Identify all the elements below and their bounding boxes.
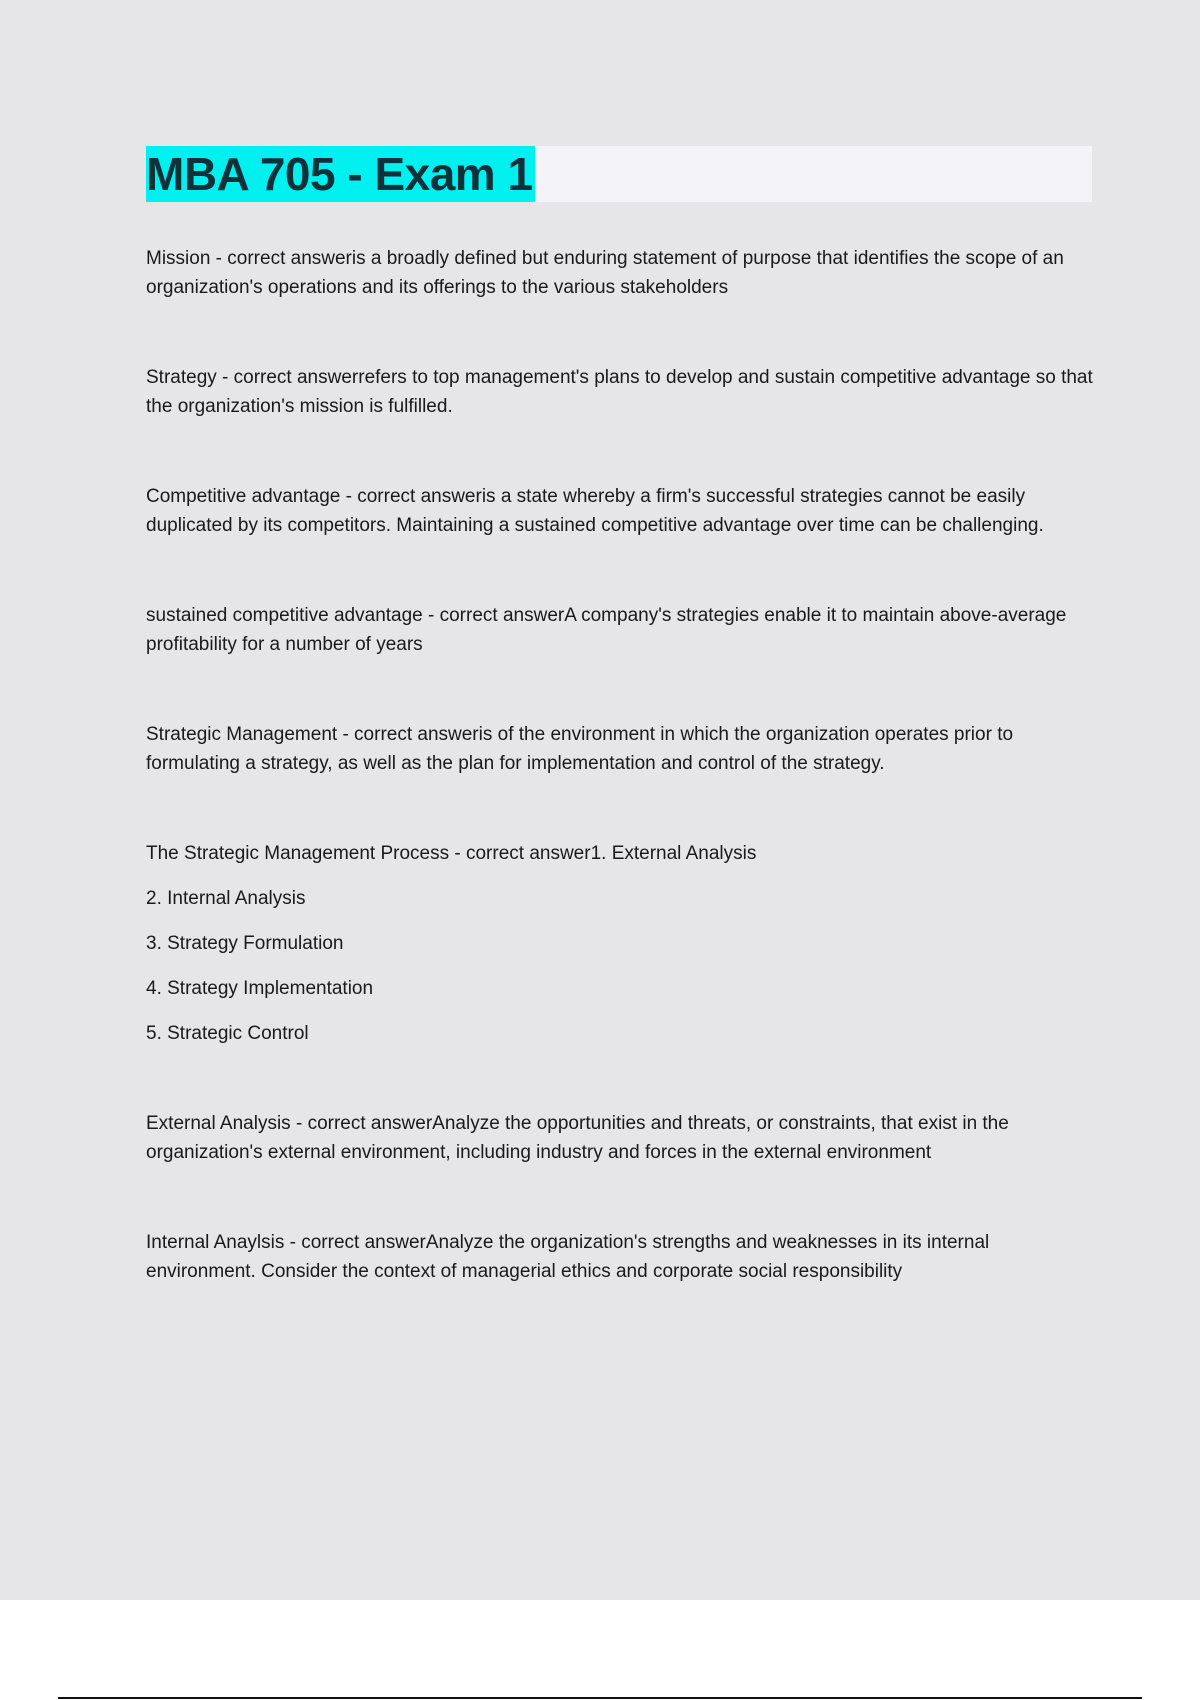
entry-competitive-advantage: Competitive advantage - correct answeris a state whereby a firm's successful strategies cannot be easily duplicated by its competitors. Maintaining a sustained competitive advantage over time can be challenging.	[146, 486, 1044, 536]
entry-external-analysis: External Analysis - correct answerAnalyze the opportunities and threats, or constraints, that exist in the organization's external environment, including industry and forces in the external environment	[146, 1113, 1009, 1163]
entry-sustained-competitive-advantage: sustained competitive advantage - correct answerA company's strategies enable it to maintain above-average profitability for a number of years	[146, 605, 1067, 655]
footer-divider	[58, 1697, 1142, 1699]
process-item-strategy-implementation: 4. Strategy Implementation	[146, 978, 374, 999]
document-body	[146, 244, 1096, 1286]
document-title: MBA 705 - Exam 1	[146, 148, 533, 200]
process-item-internal-analysis: 2. Internal Analysis	[146, 888, 306, 909]
entry-strategic-management-process: The Strategic Management Process - correct answer1. External Analysis	[146, 843, 757, 864]
process-item-strategic-control: 5. Strategic Control	[146, 1023, 309, 1044]
entry-strategy: Strategy - correct answerrefers to top management's plans to develop and sustain competitive advantage so that the organization's mission is fulfilled.	[146, 367, 1093, 417]
entry-mission: Mission - correct answeris a broadly defined but enduring statement of purpose that identifies the scope of an organization's operations and its offerings to the various stakeholders	[146, 248, 1064, 298]
entry-internal-analysis: Internal Anaylsis - correct answerAnalyze the organization's strengths and weaknesses in its internal environment. Consider the context of managerial ethics and corporate social responsibility	[146, 1232, 990, 1282]
process-item-strategy-formulation: 3. Strategy Formulation	[146, 933, 344, 954]
entry-strategic-management: Strategic Management - correct answeris of the environment in which the organization operates prior to formulating a strategy, as well as the plan for implementation and control of the strategy.	[146, 724, 1014, 774]
